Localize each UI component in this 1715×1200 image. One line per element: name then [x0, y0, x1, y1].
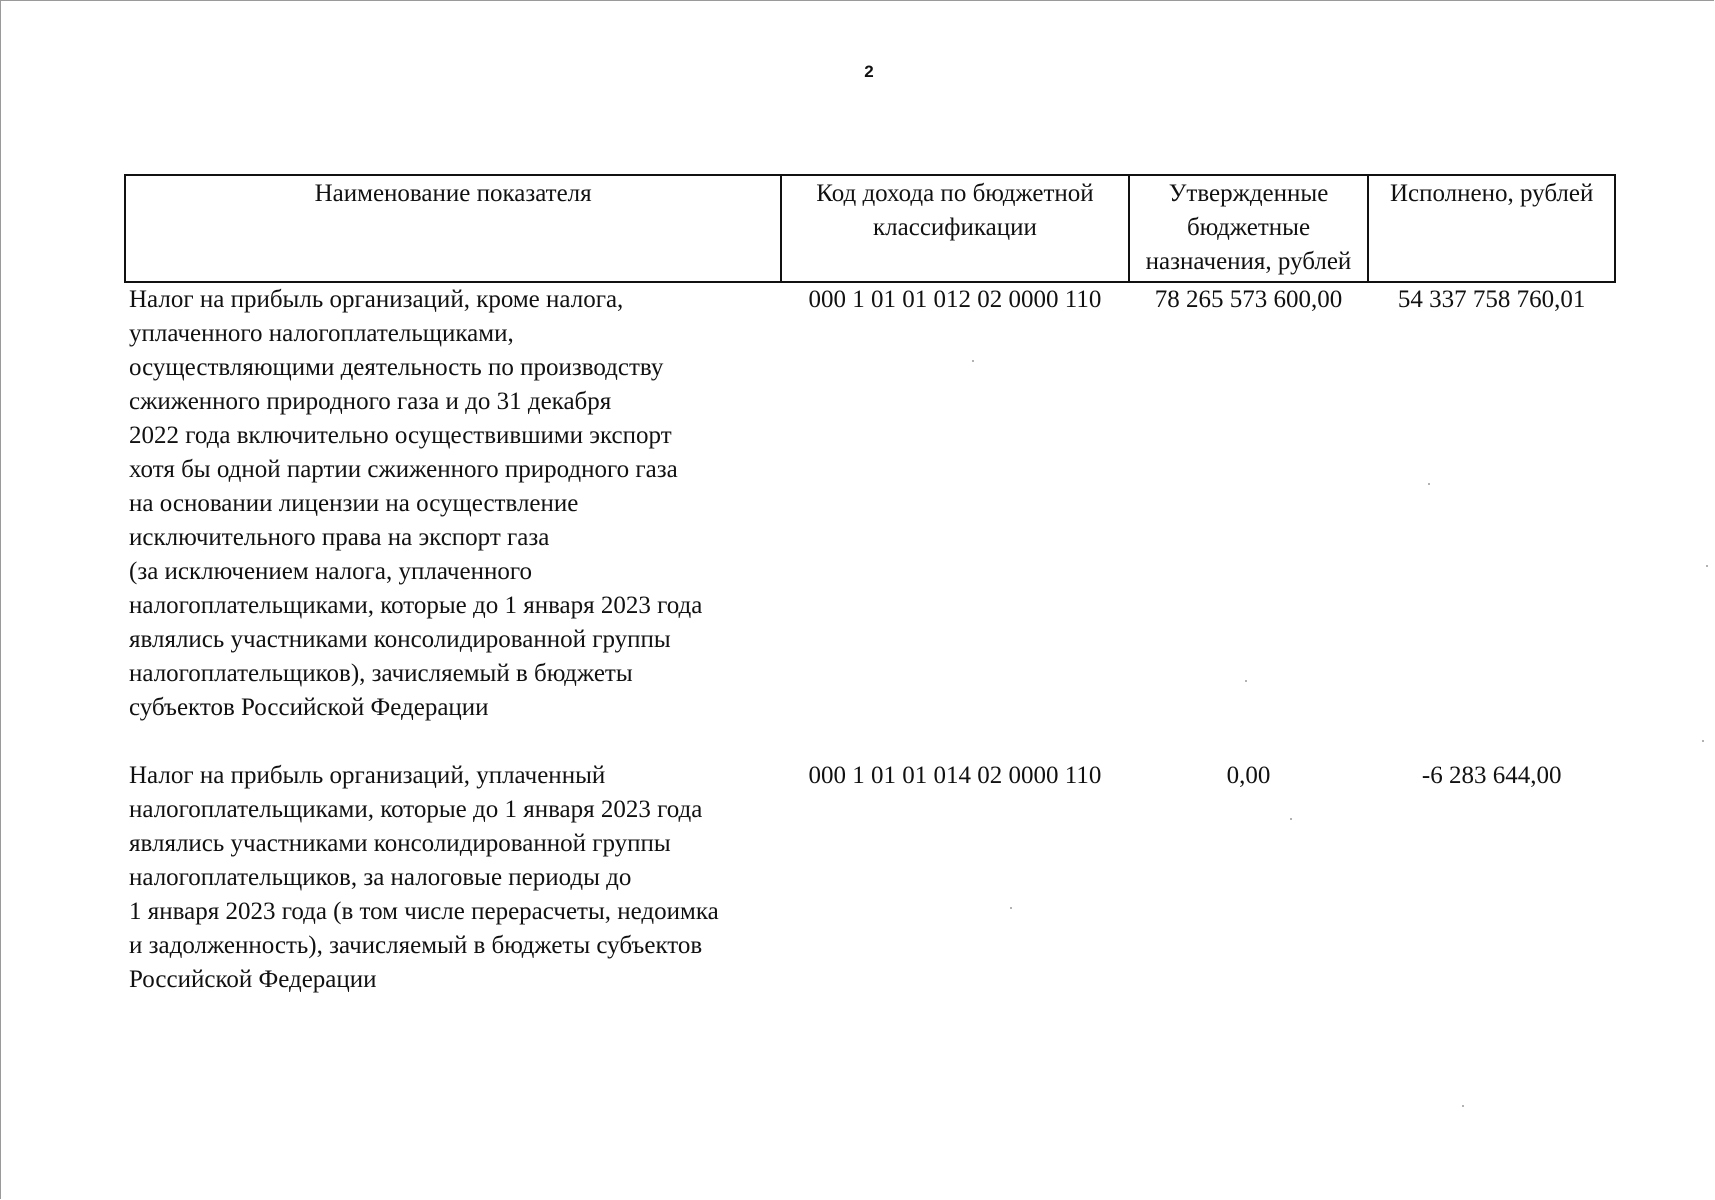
header-income-code — [781, 175, 1128, 282]
scan-speck — [1245, 680, 1247, 682]
name-line: уплаченного налогоплательщиками, — [129, 320, 514, 347]
header-line: Исполнено, рублей — [1389, 180, 1594, 207]
name-line: налогоплательщиками, которые до 1 января 2023 года — [129, 796, 703, 823]
row-indicator-name — [125, 282, 781, 759]
name-line: хотя бы одной партии сжиженного природного газа — [129, 456, 678, 483]
header-line: назначения, рублей — [1145, 248, 1352, 275]
name-line: налогоплательщиков, за налоговые периоды до — [129, 864, 632, 891]
table-row — [125, 759, 1615, 997]
row-income-code: 000 1 01 01 012 02 0000 110 — [808, 286, 1102, 313]
scan-speck — [1706, 565, 1708, 567]
name-line: налогоплательщиками, которые до 1 января 2023 года — [129, 592, 703, 619]
name-line: на основании лицензии на осуществление — [129, 490, 579, 517]
budget-table — [124, 174, 1616, 997]
scan-speck — [1702, 740, 1704, 742]
header-executed — [1368, 175, 1615, 282]
header-approved — [1129, 175, 1369, 282]
name-line: являлись участниками консолидированной группы — [129, 626, 671, 653]
name-line: осуществляющими деятельность по производству — [129, 354, 664, 381]
header-indicator-name — [125, 175, 781, 282]
header-line: бюджетные — [1186, 214, 1311, 241]
name-line: Налог на прибыль организаций, кроме налога, — [129, 286, 624, 313]
name-line: Российской Федерации — [129, 966, 377, 993]
name-line: (за исключением налога, уплаченного — [129, 558, 532, 585]
row-income-code: 000 1 01 01 014 02 0000 110 — [808, 762, 1102, 789]
header-line: Код дохода по бюджетной — [816, 180, 1094, 207]
scan-speck — [1010, 907, 1012, 909]
scan-speck — [1462, 1105, 1464, 1107]
table-row — [125, 282, 1615, 759]
name-line: 2022 года включительно осуществившими экспорт — [129, 422, 672, 449]
row-executed-amount: 54 337 758 760,01 — [1397, 286, 1586, 313]
name-line: Налог на прибыль организаций, уплаченный — [129, 762, 606, 789]
row-approved-amount: 0,00 — [1226, 762, 1271, 789]
header-line: Наименование показателя — [314, 180, 592, 207]
page-number: 2 — [864, 62, 874, 81]
header-line: Утвержденные — [1168, 180, 1329, 207]
row-indicator-name — [125, 759, 781, 997]
row-executed-amount: -6 283 644,00 — [1421, 762, 1562, 789]
name-line: 1 января 2023 года (в том числе перерасчеты, недоимка — [129, 898, 719, 925]
name-line: сжиженного природного газа и до 31 декабря — [129, 388, 612, 415]
scan-speck — [1428, 483, 1430, 485]
header-line: классификации — [873, 214, 1037, 241]
name-line: субъектов Российской Федерации — [129, 694, 489, 721]
name-line: исключительного права на экспорт газа — [129, 524, 550, 551]
row-approved-amount: 78 265 573 600,00 — [1154, 286, 1343, 313]
name-line: и задолженность), зачисляемый в бюджеты субъектов — [129, 932, 703, 959]
scan-speck — [972, 360, 974, 362]
scan-speck — [1290, 818, 1292, 820]
name-line: являлись участниками консолидированной группы — [129, 830, 671, 857]
table-header-row — [125, 175, 1615, 282]
name-line: налогоплательщиков), зачисляемый в бюджеты — [129, 660, 633, 687]
